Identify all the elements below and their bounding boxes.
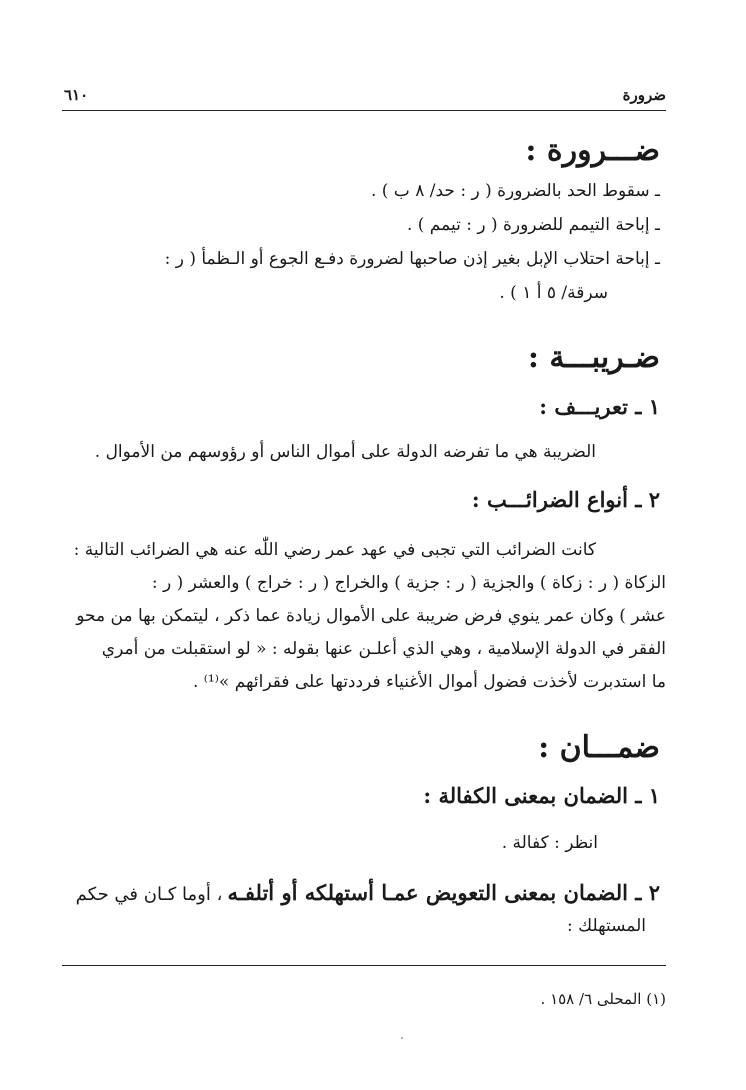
header-rule xyxy=(62,110,666,111)
heading-daman: ضمـــان : xyxy=(538,730,660,765)
heading-definition: ١ ـ تعريـــف : xyxy=(539,394,660,419)
darura-line-2: ـ إباحة التيمم للضرورة ( ر : تيمم ) . xyxy=(406,215,660,235)
running-header-title: ضرورة xyxy=(622,86,666,104)
footnote-rule xyxy=(62,965,666,966)
footnote: (١) المحلى ٦/ ١٥٨ . xyxy=(540,990,666,1008)
tax-types-line-1: كانت الضرائب التي تجبى في عهد عمر رضي اللّٰه عنه هي الضرائب التالية : xyxy=(73,540,596,560)
darura-line-4: سرقة/ ٥ أ ١ ) . xyxy=(499,283,608,303)
tax-types-line-2: الزكاة ( ر : زكاة ) والجزية ( ر : جزية ) والخراج ( ر : خراج ) والعشر ( ر : xyxy=(151,573,666,593)
tax-types-line-4: الفقر في الدولة الإسلامية ، وهي الذي أعلـن عنها بقوله : « لو استقبلت من أمري xyxy=(101,639,666,659)
daman-compensation-line-1 xyxy=(76,880,660,905)
page-number: ٦١٠ xyxy=(64,86,89,104)
daman-kafala-line: انظر : كفالة . xyxy=(501,833,598,853)
definition-line-1: الضريبة هي ما تفرضه الدولة على أموال الناس أو رؤوسهم من الأموال . xyxy=(94,442,596,462)
daman-compensation-heading: ٢ ـ الضمان بمعنى التعويض عمـا أستهلكه أو أتلفـه xyxy=(227,880,660,905)
daman-compensation-line-2: المستهلك : xyxy=(567,916,646,936)
tax-types-line-5: ما استدبرت لأخذت فضول أموال الأغنياء فرددتها على فقرائهم »⁽¹⁾ . xyxy=(192,672,666,692)
heading-tax-types: ٢ ـ أنواع الضرائـــب : xyxy=(471,487,660,512)
heading-dariba: ضـريبـــة : xyxy=(527,340,660,375)
heading-darura: ضـــرورة : xyxy=(525,133,660,168)
tax-types-line-3: عشر ) وكان عمر ينوي فرض ضريبة على الأموال زيادة عما ذكر ، ليتمكن بها من محو xyxy=(76,606,666,626)
darura-line-3: ـ إباحة احتلاب الإبل بغير إذن صاحبها لضرورة دفـع الجوع أو الـظمأ ( ر : xyxy=(164,249,660,269)
scan-speck xyxy=(401,1037,403,1039)
heading-daman-kafala: ١ ـ الضمان بمعنى الكفالة : xyxy=(423,783,660,808)
daman-compensation-text: ، أوما كـان في حكم xyxy=(75,884,223,905)
darura-line-1: ـ سقوط الحد بالضرورة ( ر : حد/ ٨ ب ) . xyxy=(370,181,660,201)
